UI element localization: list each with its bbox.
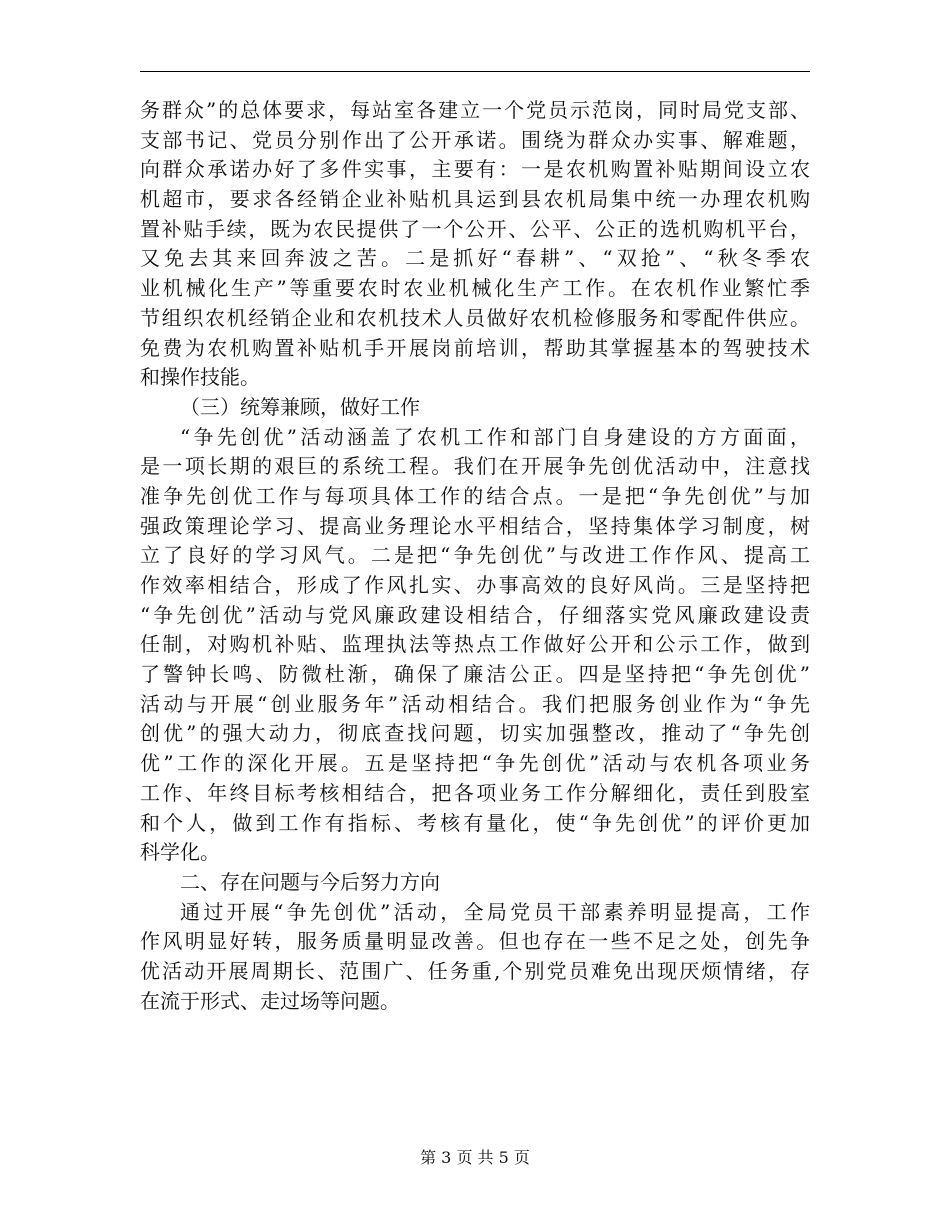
- text-line: 机超市，要求各经销企业补贴机具运到县农机局集中统一办理农机购: [140, 187, 810, 212]
- text-line: 务群众”的总体要求，每站室各建立一个党员示范岗，同时局党支部、: [140, 98, 810, 122]
- text-line: 活动与开展“创业服务年”活动相结合。我们把服务创业作为“争先: [140, 691, 810, 716]
- body-text: [140, 96, 810, 1016]
- text-line: 向群众承诺办好了多件实事，主要有：一是农机购置补贴期间设立农: [140, 157, 810, 182]
- text-line: 科学化。: [140, 840, 220, 865]
- text-line: 免费为农机购置补贴机手开展岗前培训，帮助其掌握基本的驾驶技术: [140, 335, 810, 360]
- text-line: 强政策理论学习、提高业务理论水平相结合，坚持集体学习制度，树: [140, 513, 810, 538]
- text-line: “争先创优”活动与党风廉政建设相结合，仔细落实党风廉政建设责: [140, 602, 810, 627]
- text-line: 任制，对购机补贴、监理执法等热点工作做好公开和公示工作，做到: [140, 632, 810, 657]
- text-line: 了警钟长鸣、防微杜渐，确保了廉洁公正。四是坚持把“争先创优”: [140, 662, 810, 687]
- text-line: 是一项长期的艰巨的系统工程。我们在开展争先创优活动中，注意找: [140, 454, 810, 479]
- text-line: 优活动开展周期长、范围广、任务重,个别党员难免出现厌烦情绪，存: [140, 958, 810, 983]
- section-heading: （三）统筹兼顾，做好工作: [180, 394, 420, 419]
- paragraph-first-line: “争先创优”活动涵盖了农机工作和部门自身建设的方方面面，: [180, 424, 810, 449]
- text-line: 作效率相结合，形成了作风扎实、办事高效的良好风尚。三是坚持把: [140, 573, 810, 597]
- header-rule: [140, 71, 810, 72]
- text-line: 节组织农机经销企业和农机技术人员做好农机检修服务和零配件供应。: [140, 305, 810, 330]
- text-line: 准争先创优工作与每项具体工作的结合点。一是把“争先创优”与加: [140, 483, 810, 508]
- text-line: 又免去其来回奔波之苦。二是抓好“春耕”、“双抢”、“秋冬季农: [140, 246, 810, 271]
- page-number: 第 3 页 共 5 页: [420, 1148, 530, 1167]
- text-line: 创优”的强大动力，彻底查找问题，切实加强整改，推动了“争先创: [140, 721, 810, 746]
- text-line: 支部书记、党员分别作出了公开承诺。围绕为群众办实事、解难题，: [140, 127, 810, 152]
- text-line: 和个人，做到工作有指标、考核有量化，使“争先创优”的评价更加: [140, 810, 810, 835]
- text-line: 作风明显好转，服务质量明显改善。但也存在一些不足之处，创先争: [140, 929, 810, 954]
- paragraph-first-line: 通过开展“争先创优”活动，全局党员干部素养明显提高，工作: [180, 899, 810, 924]
- text-line: 在流于形式、走过场等问题。: [140, 988, 400, 1013]
- text-line: 业机械化生产”等重要农时农业机械化生产工作。在农机作业繁忙季: [140, 276, 810, 301]
- text-line: 和操作技能。: [140, 365, 260, 390]
- text-line: 工作、年终目标考核相结合，把各项业务工作分解细化，责任到股室: [140, 780, 810, 805]
- text-line: 置补贴手续，既为农民提供了一个公开、公平、公正的选机购机平台，: [140, 216, 810, 241]
- section-heading: 二、存在问题与今后努力方向: [180, 869, 440, 894]
- text-line: 立了良好的学习风气。二是把“争先创优”与改进工作作风、提高工: [140, 543, 810, 568]
- text-line: 优”工作的深化开展。五是坚持把“争先创优”活动与农机各项业务: [140, 751, 810, 776]
